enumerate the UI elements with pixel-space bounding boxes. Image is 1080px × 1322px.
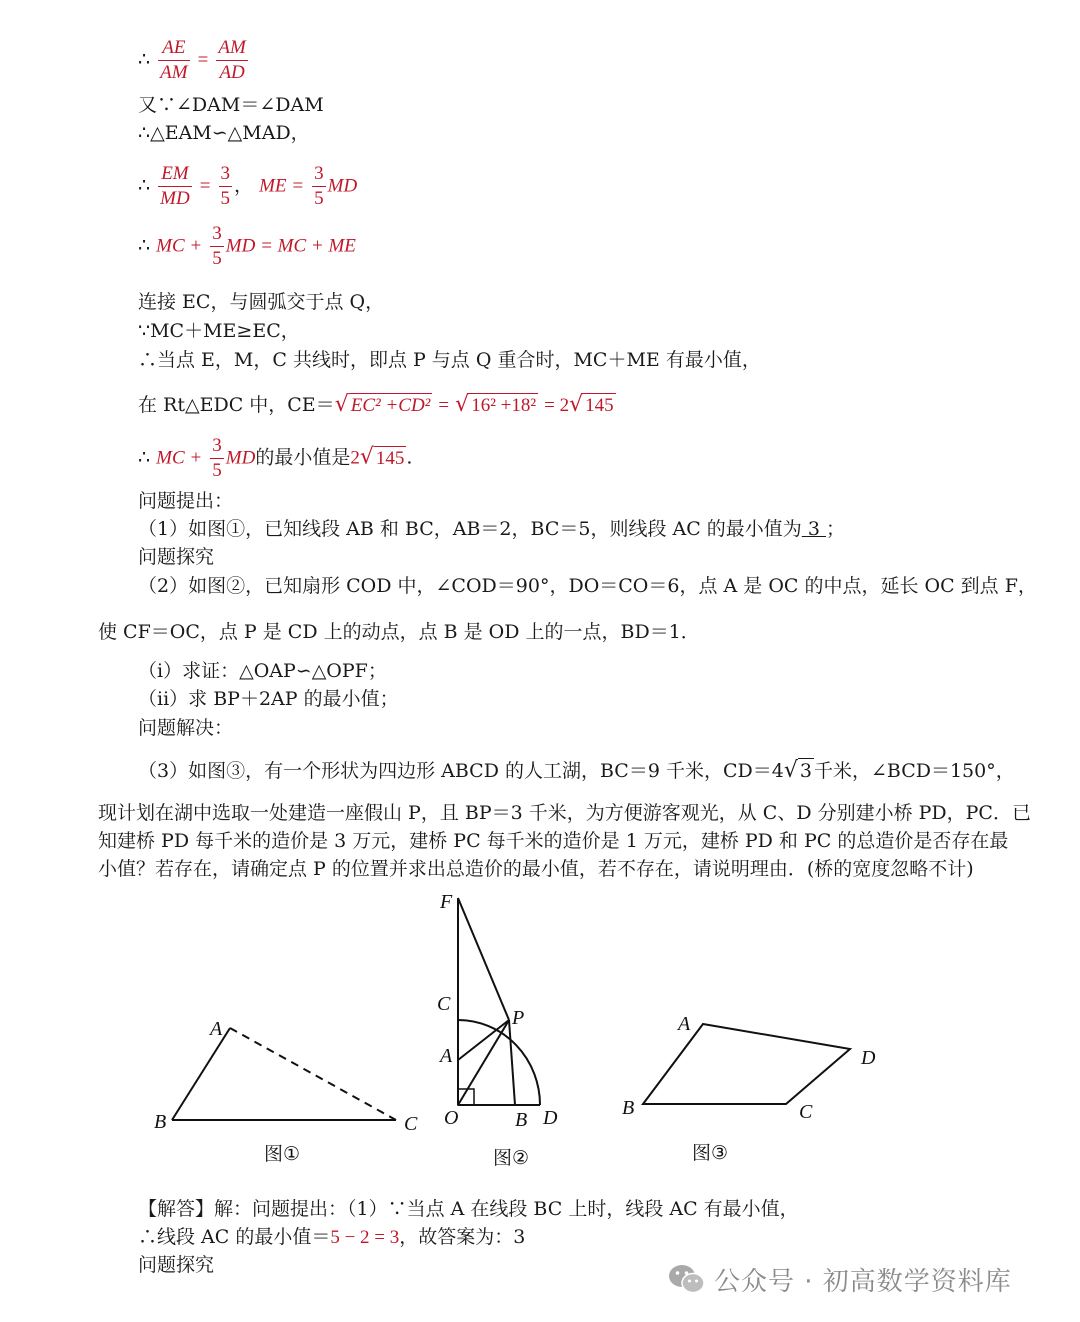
fig3-caption: 图③ bbox=[692, 1142, 729, 1164]
quadrilateral-abcd bbox=[643, 1024, 850, 1104]
answer-line-2: ∴线段 AC 的最小值＝5 − 2 = 3，故答案为：3 bbox=[138, 1226, 526, 1248]
fraction-3-5-c: $\frac{3}{5}$ bbox=[212, 223, 222, 269]
question-2: （2）如图②，已知扇形 COD 中，∠COD＝90°，DO＝CO＝6，点 A 是 OC 的中点，延长 OC 到点 F， bbox=[138, 575, 1037, 597]
segment-fp bbox=[458, 898, 509, 1020]
eq-ratio-ae-am: ∴ $\frac{AE}{AM}$ = $\frac{AM}{AD}$ bbox=[138, 37, 246, 83]
fig1-label-c: C bbox=[404, 1113, 418, 1135]
segment-ac-dashed bbox=[230, 1028, 396, 1120]
question-2-ii: （ii）求 BP＋2AP 的最小值； bbox=[138, 688, 399, 710]
segment-ab bbox=[172, 1028, 230, 1120]
fraction-3-5-b: $\frac{3}{5}$ bbox=[314, 163, 324, 209]
figures bbox=[0, 886, 1080, 1176]
fig2-caption: 图② bbox=[493, 1147, 530, 1169]
fig1-label-a: A bbox=[210, 1018, 223, 1040]
fig1-caption: 图① bbox=[264, 1143, 301, 1165]
fig3-label-d: D bbox=[861, 1047, 876, 1069]
fig2-label-f: F bbox=[440, 891, 453, 913]
fig2-label-a: A bbox=[440, 1045, 453, 1067]
fig2-label-d: D bbox=[543, 1107, 558, 1129]
fig2-label-o: O bbox=[444, 1107, 459, 1129]
fig3-label-b: B bbox=[622, 1097, 635, 1119]
line-ce-calc: 在 Rt△EDC 中，CE＝√ EC² +CD² = √ 16² +18² = 2√ 145 bbox=[138, 392, 614, 417]
radical-sign: √ bbox=[334, 392, 349, 417]
heading-problem-solve: 问题解决： bbox=[138, 717, 234, 739]
question-1: （1）如图①，已知线段 AB 和 BC，AB＝2，BC＝5，则线段 AC 的最小值为 3 ； bbox=[138, 518, 845, 540]
question-2-i: （i）求证：△OAP∽△OPF； bbox=[138, 660, 387, 682]
question-2-cont: 使 CF＝OC，点 P 是 CD 上的动点，点 B 是 OD 上的一点，BD＝1． bbox=[98, 621, 700, 643]
heading-problem-explore: 问题探究 bbox=[138, 546, 215, 568]
question-3-cont-2: 知建桥 PD 每千米的造价是 3 万元，建桥 PC 每千米的造价是 1 万元，建桥 PD 和 PC 的总造价是否存在最 bbox=[98, 830, 1009, 852]
line-connect-ec: 连接 EC，与圆弧交于点 Q， bbox=[138, 291, 385, 313]
segment-op bbox=[458, 1020, 509, 1105]
line-inequality: ∵MC＋ME≥EC， bbox=[138, 320, 300, 342]
question-3-cont-3: 小值？若存在，请确定点 P 的位置并求出总造价的最小值，若不存在，请说明理由．(桥的宽度忽略不计) bbox=[98, 858, 974, 880]
question-3-cont-1: 现计划在湖中选取一处建造一座假山 P，且 BP＝3 千米，为方便游客观光，从 C、D 分别建小桥 PD，PC．已 bbox=[98, 802, 1031, 824]
fig2-label-c: C bbox=[437, 993, 451, 1015]
fraction-3-5: $\frac{3}{5}$ bbox=[220, 163, 231, 209]
question-3: （3）如图③，有一个形状为四边形 ABCD 的人工湖，BC＝9 千米，CD＝4√ 3 千米，∠BCD＝150°， bbox=[138, 758, 1015, 783]
fraction-am-ad: $\frac{AM}{AD}$ bbox=[218, 37, 246, 83]
line-angle-dam: 又∵∠DAM＝∠DAM bbox=[138, 94, 324, 116]
answer-heading-explore: 问题探究 bbox=[138, 1254, 215, 1276]
figure-2 bbox=[458, 898, 540, 1105]
line-similar-triangles: ∴△EAM∽△MAD， bbox=[138, 122, 310, 144]
watermark-text: 公众号 · 初高数学资料库 bbox=[714, 1266, 1012, 1297]
fig1-label-b: B bbox=[154, 1111, 167, 1133]
fig3-label-a: A bbox=[678, 1013, 691, 1035]
watermark bbox=[668, 1262, 1012, 1296]
fig2-label-b: B bbox=[515, 1109, 528, 1131]
fraction-ae-am: $\frac{AE}{AM}$ bbox=[160, 37, 188, 83]
line-min-value: ∴ MC + $\frac{3}{5}$ MD的最小值是2√ 145 . bbox=[138, 435, 413, 481]
eq-ratio-em-md: ∴ $\frac{EM}{MD}$ = $\frac{3}{5}$ ， ME = $\frac{3}{5}$ MD bbox=[138, 163, 358, 209]
heading-problem-raise: 问题提出： bbox=[138, 490, 234, 512]
answer-blank: 3 bbox=[801, 518, 826, 540]
figure-3 bbox=[643, 1024, 850, 1104]
segment-ap bbox=[458, 1020, 509, 1060]
fraction-3-5-d: $\frac{3}{5}$ bbox=[212, 435, 222, 481]
fig3-label-c: C bbox=[799, 1101, 813, 1123]
answer-line-1: 【解答】解：问题提出：（1）∵当点 A 在线段 BC 上时，线段 AC 有最小值， bbox=[138, 1198, 799, 1220]
fraction-em-md: $\frac{EM}{MD}$ bbox=[160, 163, 190, 209]
wechat-icon bbox=[668, 1263, 706, 1295]
line-collinear: ∴当点 E，M，C 共线时，即点 P 与点 Q 重合时，MC＋ME 有最小值， bbox=[138, 349, 761, 371]
segment-bp bbox=[509, 1020, 515, 1105]
figure-1 bbox=[172, 1028, 396, 1120]
eq-mc-md: ∴ MC + $\frac{3}{5}$ MD = MC + ME bbox=[138, 223, 356, 269]
fig2-label-p: P bbox=[512, 1007, 525, 1029]
arc-cd bbox=[458, 1020, 540, 1105]
therefore-symbol: ∴ bbox=[138, 48, 151, 71]
